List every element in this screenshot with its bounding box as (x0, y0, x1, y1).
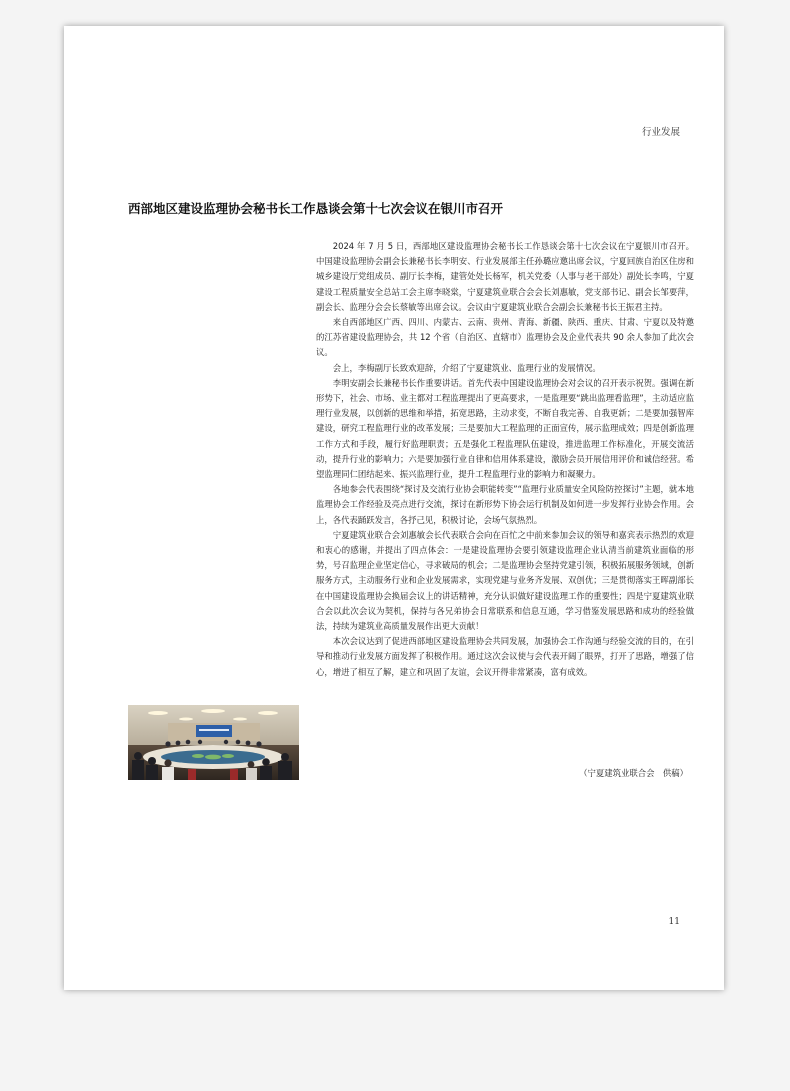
document-page (64, 26, 724, 990)
paragraph: 2024 年 7 月 5 日，西部地区建设监理协会秘书长工作恳谈会第十七次会议在宁夏银川市召开。中国建设监理协会副会长兼秘书长李明安、行业发展部主任孙璐应邀出席会议，宁夏回族自治区住房和城乡建设厅党组成员、副厅长李梅，建管处处长杨军，机关党委（人事与老干部处）副处长李鸣，宁夏建设工程质量安全总站工会主席李晓棠，宁夏建筑业联合会会长刘惠敏，党支部书记、副会长邹要萍，副会长、监理分会会长蔡敏等出席会议。会议由宁夏建筑业联合会副会长兼秘书长王振君主持。 (316, 241, 694, 312)
paragraph: 各地参会代表围绕“探讨及交流行业协会职能转变”“监理行业质量安全风险防控探讨”主题，就本地监理协会工作经验及亮点进行交流，探讨在新形势下协会运行机制及如何进一步发挥行业协会作用。会上，各代表踊跃发言，各抒己见，积极讨论，会场气氛热烈。 (316, 484, 694, 525)
conference-photo-illustration (128, 705, 299, 780)
paragraph: 李明安副会长兼秘书长作重要讲话。首先代表中国建设监理协会对会议的召开表示祝贺。强调在新形势下，社会、市场、业主都对工程监理提出了更高要求，一是监理要“跳出监理看监理”，主动适应监理行业发展，以创新的思维和举措，拓宽思路，主动求变，不断自我完善、自我更新；二是要加强智库建设，研究工程监理行业的改革发展；三是要加大工程监理的正面宣传，展示监理成效；四是创新监理工作方式和手段，履行好监理职责；五是强化工程监理队伍建设，推进监理工作标准化，开展交流活动，提升行业的影响力；六是要加强行业自律和信用体系建设，激励会员开展信用评价和诚信经营。希望监理同仁团结起来、振兴监理行业，提升工程监理行业的影响力和凝聚力。 (316, 377, 694, 480)
section-label: 行业发展 (641, 127, 680, 138)
page-number: 11 (668, 917, 680, 927)
paragraph: 来自西部地区广西、四川、内蒙古、云南、贵州、青海、新疆、陕西、重庆、甘肃、宁夏以及特邀的江苏省建设监理协会，共 12 个省（自治区、直辖市）监理协会及企业代表共 90 余人参加了此次会议。 (316, 317, 694, 358)
paragraph: 本次会议达到了促进西部地区建设监理协会共同发展，加强协会工作沟通与经验交流的目的，在引导和推动行业发展方面发挥了积极作用。通过这次会议使与会代表开阔了眼界，打开了思路，增强了信心，增进了相互了解，建立和巩固了友谊，会议开得非常紧凑，富有成效。 (316, 636, 694, 677)
paragraph: 宁夏建筑业联合会刘惠敏会长代表联合会向在百忙之中前来参加会议的领导和嘉宾表示热烈的欢迎和衷心的感谢，并提出了四点体会：一是建设监理协会要引领建设监理企业认清当前建筑业面临的形势，号召监理企业坚定信心，寻求破局的机会；二是监理协会坚持党建引领，积极拓展服务领域，创新服务方式，主动服务行业和企业发展需求，实现党建与业务齐发展、双创优；三是贯彻落实王晖副部长在中国建设监理协会换届会议上的讲话精神，充分认识做好建设监理工作的重要性；四是宁夏建筑业联合会以此次会议为契机，保持与各兄弟协会日常联系和信息互通，学习借鉴发展思路和成功的经验做法，持续为建筑业高质量发展作出更大贡献！ (316, 529, 694, 632)
article-body (316, 239, 694, 680)
article-title: 西部地区建设监理协会秘书长工作恳谈会第十七次会议在银川市召开 (128, 201, 504, 216)
conference-photo (128, 705, 299, 780)
article-credit: （宁夏建筑业联合会 供稿） (579, 768, 688, 778)
paragraph: 会上，李梅副厅长致欢迎辞，介绍了宁夏建筑业、监理行业的发展情况。 (332, 362, 601, 373)
